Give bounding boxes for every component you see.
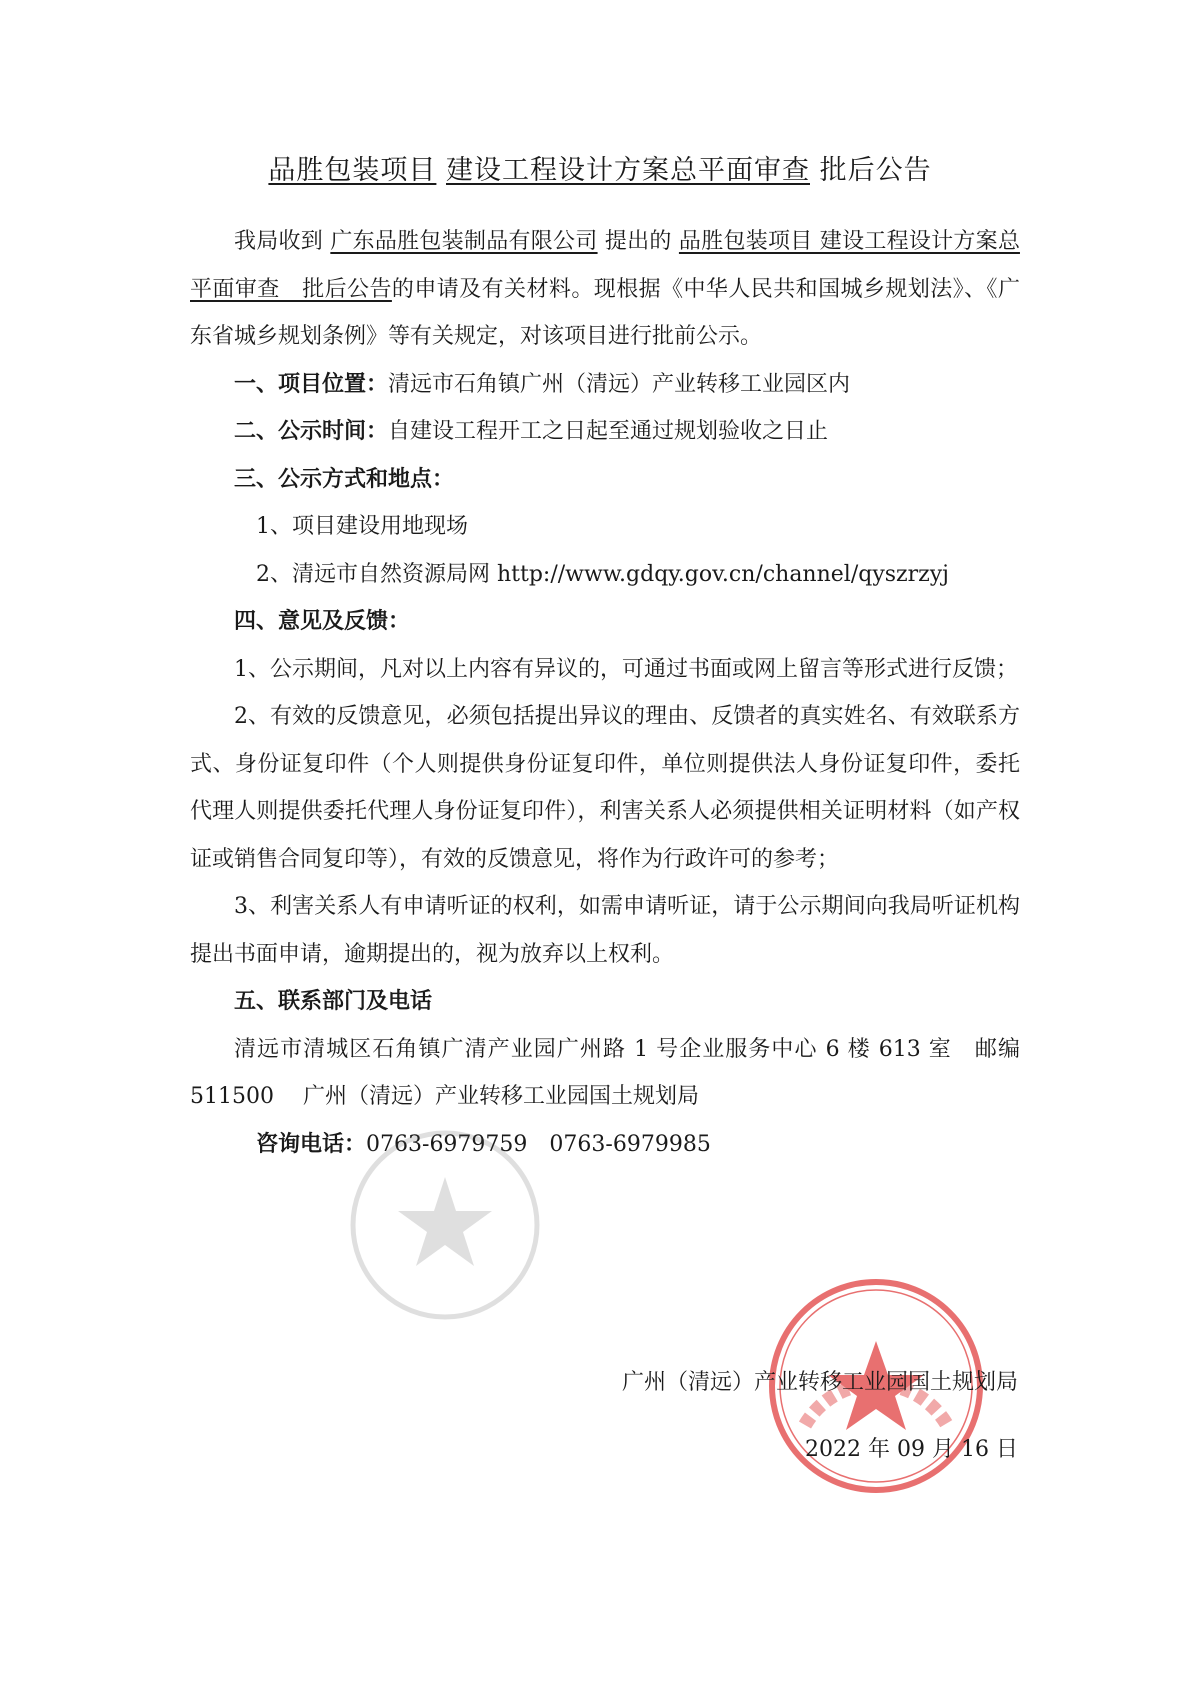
feedback-item-2: 2、有效的反馈意见，必须包括提出异议的理由、反馈者的真实姓名、有效联系方式、身份证复印件（个人则提供身份证复印件，单位则提供法人身份证复印件，委托代理人则提供委托代理人身份证复印件），利害关系人必须提供相关证明材料（如产权证或销售合同复印等），有效的反馈意见，将作为行政许可的参考； [190, 704, 1020, 872]
section-method-label: 三、公示方式和地点： [234, 466, 455, 492]
section-contact-label: 五、联系部门及电话 [234, 989, 433, 1014]
document-body [190, 218, 1020, 1168]
section-period [190, 408, 1020, 456]
signature-org: 广州（清远）产业转移工业园国土规划局 [621, 1370, 1018, 1395]
section-period-text: 自建设工程开工之日起至通过规划验收之日止 [388, 419, 829, 444]
signature-date: 2022 年 09 月 16 日 [805, 1437, 1018, 1462]
section-location-label: 一、项目位置： [234, 371, 389, 397]
intro-text-1: 我局收到 [234, 229, 324, 254]
document-title [0, 148, 1200, 187]
contact-phone [190, 1121, 1020, 1169]
title-part3: 批后公告 [819, 155, 932, 186]
title-part1: 品胜包装项目 [268, 155, 437, 186]
method-item-1: 1、项目建设用地现场 [256, 514, 468, 539]
feedback-item-3: 3、利害关系人有申请听证的权利，如需申请听证，请于公示期间向我局听证机构提出书面申请，逾期提出的，视为放弃以上权利。 [190, 894, 1020, 967]
intro-paragraph [190, 218, 1020, 361]
section-location-text: 清远市石角镇广州（清远）产业转移工业园区内 [388, 371, 851, 397]
method-item-2: 2、清远市自然资源局网 http://www.gdqy.gov.cn/channel/qyszrzyj [256, 561, 949, 587]
intro-text-2: 提出的 [604, 229, 672, 254]
contact-phone-numbers: 0763-6979759 0763-6979985 [366, 1131, 711, 1157]
applicant-company: 广东品胜包装制品有限公司 [330, 229, 598, 254]
intro-text-3: 的申请及有关材料。现根据《中华人民共和国城乡规划法》、《广东省城乡规划条例》等有关规定，对该项目进行批前公示。 [190, 276, 1020, 349]
feedback-item-1: 1、公示期间，凡对以上内容有异议的，可通过书面或网上留言等形式进行反馈； [234, 656, 1018, 682]
faint-seal-icon [345, 1125, 545, 1325]
section-feedback-label: 四、意见及反馈： [234, 609, 411, 634]
contact-address: 清远市清城区石角镇广清产业园广州路 1 号企业服务中心 6 楼 613 室 邮编 511500 广州（清远）产业转移工业园国土规划局 [190, 1036, 1020, 1109]
project-name: 品胜包装项目 建设工程设计方案总平面审查 批后公告 [190, 229, 1020, 302]
title-part2: 建设工程设计方案总平面审查 [446, 155, 810, 186]
section-location [190, 361, 1020, 409]
contact-phone-label: 咨询电话： [256, 1131, 367, 1157]
section-period-label: 二、公示时间： [234, 419, 389, 444]
